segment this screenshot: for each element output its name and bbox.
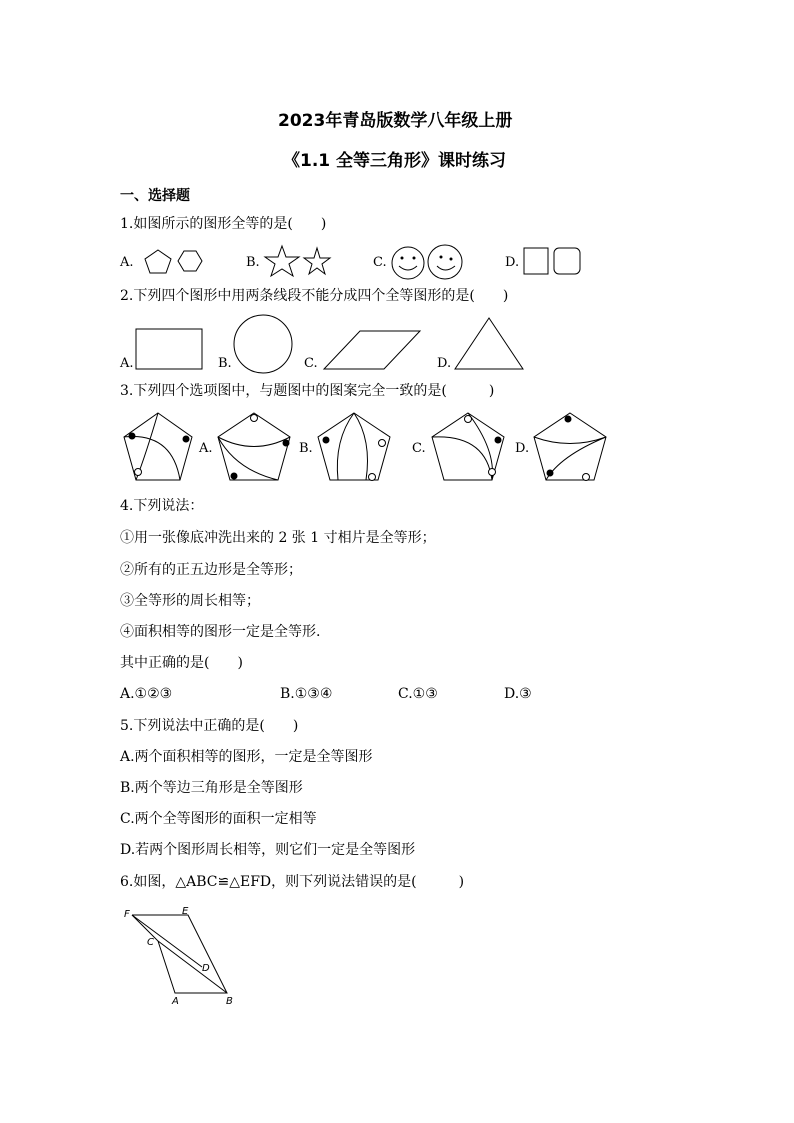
page-subtitle: 《1.1 全等三角形》课时练习 bbox=[283, 151, 507, 171]
q3-option-a-label: A. bbox=[199, 441, 213, 456]
q4-option-d: D.③ bbox=[504, 686, 532, 702]
q2-option-d-triangle bbox=[453, 316, 525, 372]
q3-option-b-pentagon bbox=[314, 410, 394, 482]
q4-statement-1: ①用一张像底冲洗出来的 2 张 1 寸相片是全等形； bbox=[120, 530, 436, 546]
q2-option-c-parallelogram bbox=[320, 328, 424, 372]
question-3-stem: 3.下列四个选项图中，与题图中的图案完全一致的是( ) bbox=[120, 383, 495, 399]
q2-option-d-label: D. bbox=[437, 356, 452, 371]
q4-option-c: C.①③ bbox=[398, 686, 438, 702]
q3-reference-pentagon bbox=[120, 410, 196, 482]
q5-option-a: A.两个面积相等的图形，一定是全等图形 bbox=[120, 749, 373, 765]
question-6-stem: 6.如图，△ABC≌△EFD，则下列说法错误的是( ) bbox=[120, 874, 465, 890]
q2-option-c-label: C. bbox=[304, 356, 318, 371]
q5-option-d: D.若两个图形周长相等，则它们一定是全等图形 bbox=[120, 842, 416, 858]
q6-label-a: A bbox=[172, 996, 179, 1007]
q4-option-b: B.①③④ bbox=[280, 686, 333, 702]
q6-congruent-triangles-figure bbox=[120, 905, 260, 1005]
q6-label-f: F bbox=[124, 909, 130, 920]
q1-option-a-figure bbox=[138, 246, 208, 276]
page-title: 2023年青岛版数学八年级上册 bbox=[278, 111, 513, 131]
q3-option-d-label: D. bbox=[515, 441, 530, 456]
q2-option-a-rectangle bbox=[134, 326, 204, 370]
q5-option-b: B.两个等边三角形是全等图形 bbox=[120, 780, 303, 796]
q4-option-a: A.①②③ bbox=[120, 686, 173, 702]
q4-statement-4: ④面积相等的图形一定是全等形. bbox=[120, 624, 321, 640]
q4-statement-2: ②所有的正五边形是全等形； bbox=[120, 562, 302, 578]
q3-option-a-pentagon bbox=[214, 410, 294, 482]
q4-question: 其中正确的是( ) bbox=[120, 655, 243, 671]
q1-option-b-label: B. bbox=[246, 255, 260, 270]
question-4-stem: 4.下列说法： bbox=[120, 498, 204, 514]
question-1-stem: 1.如图所示的图形全等的是( ) bbox=[120, 216, 327, 232]
question-2-stem: 2.下列四个图形中用两条线段不能分成四个全等图形的是( ) bbox=[120, 288, 509, 304]
q3-option-c-label: C. bbox=[412, 441, 426, 456]
q6-label-b: B bbox=[226, 996, 233, 1007]
q1-option-c-label: C. bbox=[373, 255, 387, 270]
q2-option-b-label: B. bbox=[218, 356, 232, 371]
section-heading: 一、选择题 bbox=[120, 188, 190, 204]
q1-option-a-label: A. bbox=[120, 255, 134, 270]
q6-label-c: C bbox=[147, 937, 154, 948]
q1-option-b-figure bbox=[262, 244, 332, 278]
q2-option-a-label: A. bbox=[120, 356, 134, 371]
question-5-stem: 5.下列说法中正确的是( ) bbox=[120, 718, 299, 734]
q6-label-d: D bbox=[202, 963, 210, 974]
q1-option-d-label: D. bbox=[505, 255, 520, 270]
q4-statement-3: ③全等形的周长相等； bbox=[120, 593, 260, 609]
q3-option-d-pentagon bbox=[530, 410, 610, 482]
q3-option-b-label: B. bbox=[299, 441, 313, 456]
q1-option-c-figure bbox=[389, 244, 469, 280]
q6-label-e: E bbox=[182, 906, 189, 917]
q2-option-b-circle bbox=[232, 313, 294, 375]
q5-option-c: C.两个全等图形的面积一定相等 bbox=[120, 811, 317, 827]
q3-option-c-pentagon bbox=[428, 410, 508, 482]
q1-option-d-figure bbox=[522, 246, 586, 278]
